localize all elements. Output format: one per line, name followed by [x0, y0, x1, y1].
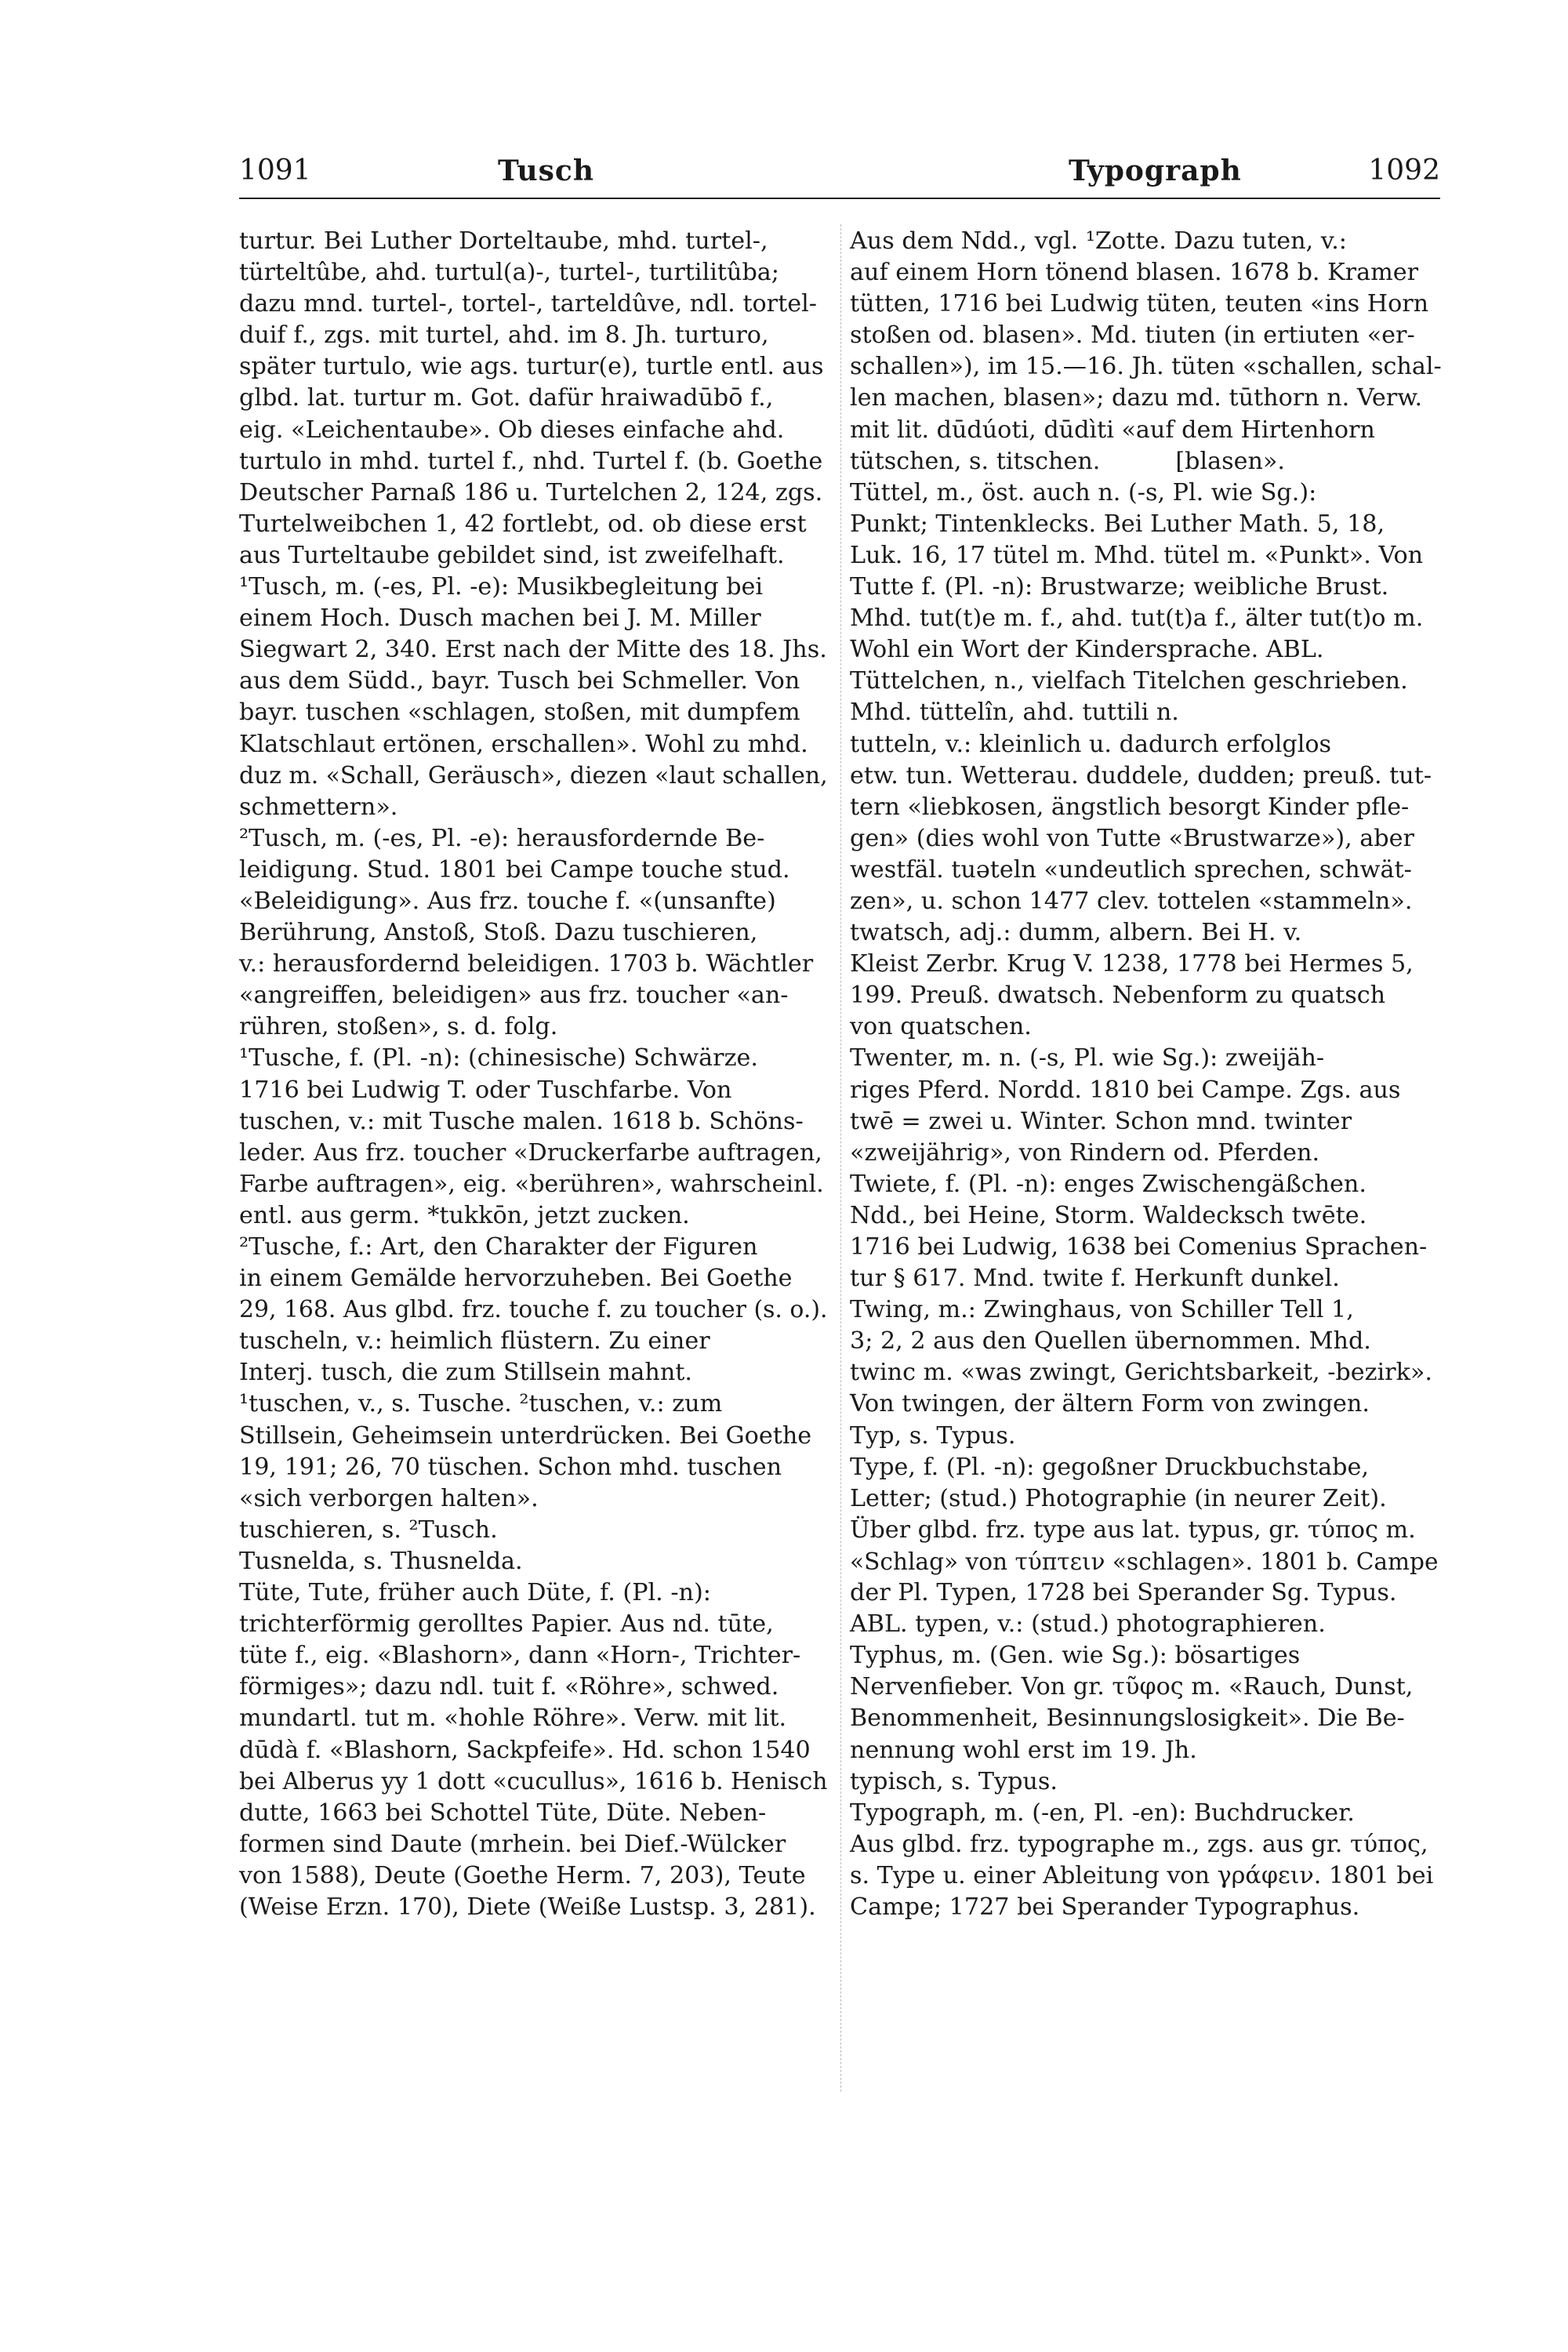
text-line: ¹Tusche, f. (Pl. -n): (chinesische) Schwärze.: [239, 1044, 758, 1073]
text-line: Benommenheit, Besinnungslosigkeit». Die Be-: [850, 1704, 1405, 1733]
text-line: mundartl. tut m. «hohle Röhre». Verw. mit lit.: [239, 1704, 787, 1733]
text-line: tur § 617. Mnd. twite f. Herkunft dunkel.: [850, 1265, 1340, 1293]
text-line: typisch, s. Typus.: [850, 1767, 1058, 1795]
text-line: Interj. tusch, die zum Stillsein mahnt.: [239, 1359, 693, 1387]
page-number-right: 1092: [1368, 154, 1440, 187]
text-line: später turtulo, wie ags. turtur(e), turtle entl. aus: [239, 353, 824, 381]
text-line: Stillsein, Geheimsein unterdrücken. Bei Goethe: [239, 1421, 812, 1450]
text-line: Typhus, m. (Gen. wie Sg.): bösartiges: [850, 1642, 1301, 1670]
text-line: bayr. tuschen «schlagen, stoßen, mit dumpfem: [239, 699, 800, 727]
running-header: [239, 154, 1440, 199]
text-line: duz m. «Schall, Geräusch», diezen «laut schallen,: [239, 761, 828, 789]
text-line: leidigung. Stud. 1801 bei Campe touche stud.: [239, 855, 790, 884]
text-line: dutte, 1663 bei Schottel Tüte, Düte. Neben-: [239, 1798, 767, 1827]
text-line: Aus glbd. frz. typographe m., zgs. aus gr. τύπος,: [850, 1830, 1428, 1858]
text-line: trichterförmig gerolltes Papier. Aus nd. tūte,: [239, 1610, 774, 1639]
text-line: «sich verborgen halten».: [239, 1484, 539, 1512]
text-line: einem Hoch. Dusch machen bei J. M. Miller: [239, 604, 761, 633]
text-line: ²Tusch, m. (-es, Pl. -e): herausfordernde Be-: [239, 824, 765, 852]
text-line: Nervenfieber. Von gr. τῦφος m. «Rauch, Dunst,: [850, 1673, 1414, 1701]
text-line: von quatschen.: [850, 1013, 1032, 1041]
text-line: ²Tusche, f.: Art, den Charakter der Figuren: [239, 1233, 758, 1261]
text-line: tütschen, s. titschen. [blasen».: [850, 447, 1285, 475]
text-line: rühren, stoßen», s. d. folg.: [239, 1013, 558, 1041]
text-line: dūdà f. «Blashorn, Sackpfeife». Hd. schon 1540: [239, 1736, 811, 1764]
text-line: Tüte, Tute, früher auch Düte, f. (Pl. -n):: [239, 1579, 711, 1607]
text-line: twatsch, adj.: dumm, albern. Bei H. v.: [850, 919, 1302, 947]
text-line: 29, 168. Aus glbd. frz. touche f. zu toucher (s. o.).: [239, 1296, 828, 1324]
text-line: Deutscher Parnaß 186 u. Turtelchen 2, 124, zgs.: [239, 478, 823, 506]
left-column: [239, 226, 833, 1923]
text-line: «Beleidigung». Aus frz. touche f. «(unsanfte): [239, 887, 776, 915]
text-line: aus dem Südd., bayr. Tusch bei Schmeller. Von: [239, 667, 800, 695]
guide-word-right: Typograph: [1069, 154, 1242, 187]
text-line: nennung wohl erst im 19. Jh.: [850, 1736, 1197, 1764]
text-line: entl. aus germ. *tukkōn, jetzt zucken.: [239, 1201, 690, 1229]
text-line: tuscheln, v.: heimlich flüstern. Zu einer: [239, 1327, 710, 1356]
text-line: Wohl ein Wort der Kindersprache. ABL.: [850, 636, 1324, 664]
text-line: tern «liebkosen, ängstlich besorgt Kinder pfle-: [850, 793, 1410, 821]
text-line: westfäl. tuəteln «undeutlich sprechen, schwät-: [850, 855, 1412, 884]
text-line: Mhd. tüttelîn, ahd. tuttili n.: [850, 699, 1179, 727]
text-line: Von twingen, der ältern Form von zwingen.: [850, 1390, 1370, 1418]
text-line: «zweijährig», von Rindern od. Pferden.: [850, 1138, 1320, 1167]
text-line: ¹tuschen, v., s. Tusche. ²tuschen, v.: zum: [239, 1390, 723, 1418]
text-line: in einem Gemälde hervorzuheben. Bei Goethe: [239, 1265, 793, 1293]
column-divider: [840, 224, 841, 2092]
text-line: s. Type u. einer Ableitung von γράφειν. 1801 bei: [850, 1861, 1434, 1889]
text-line: twinc m. «was zwingt, Gerichtsbarkeit, -bezirk».: [850, 1359, 1432, 1387]
text-line: 3; 2, 2 aus den Quellen übernommen. Mhd.: [850, 1327, 1371, 1356]
text-line: Mhd. tut(t)e m. f., ahd. tut(t)a f., älter tut(t)o m.: [850, 604, 1424, 633]
text-line: ABL. typen, v.: (stud.) photographieren.: [850, 1610, 1326, 1639]
text-line: auf einem Horn tönend blasen. 1678 b. Kramer: [850, 259, 1419, 287]
text-line: türteltûbe, ahd. turtul(a)-, turtel-, turtilitûba;: [239, 259, 779, 287]
text-line: Type, f. (Pl. -n): gegoßner Druckbuchstabe,: [850, 1453, 1369, 1481]
text-line: Turtelweibchen 1, 42 fortlebt, od. ob diese erst: [239, 510, 807, 538]
text-line: v.: herausfordernd beleidigen. 1703 b. Wächtler: [239, 950, 814, 978]
text-line: stoßen od. blasen». Md. tiuten (in ertiuten «er-: [850, 321, 1415, 350]
right-column: [850, 226, 1444, 1923]
text-line: leder. Aus frz. toucher «Druckerfarbe auftragen,: [239, 1138, 822, 1167]
text-line: Tüttel, m., öst. auch n. (-s, Pl. wie Sg.):: [850, 478, 1317, 506]
text-line: tütten, 1716 bei Ludwig tüten, teuten «ins Horn: [850, 290, 1429, 318]
text-line: 199. Preuß. dwatsch. Nebenform zu quatsch: [850, 982, 1386, 1010]
text-line: Campe; 1727 bei Sperander Typographus.: [850, 1893, 1360, 1921]
text-line: zen», u. schon 1477 clev. tottelen «stammeln».: [850, 887, 1413, 915]
text-line: formen sind Daute (mrhein. bei Dief.-Wülcker: [239, 1830, 786, 1858]
text-line: turtur. Bei Luther Dorteltaube, mhd. turtel-,: [239, 227, 768, 255]
guide-word-left: Tusch: [498, 154, 595, 187]
text-line: schallen»), im 15.—16. Jh. tüten «schallen, schal-: [850, 353, 1442, 381]
text-line: tuschen, v.: mit Tusche malen. 1618 b. Schöns-: [239, 1107, 804, 1135]
text-line: turtulo in mhd. turtel f., nhd. Turtel f. (b. Goethe: [239, 447, 823, 475]
text-line: ¹Tusch, m. (-es, Pl. -e): Musikbegleitung bei: [239, 573, 764, 601]
text-line: duif f., zgs. mit turtel, ahd. im 8. Jh. turturo,: [239, 321, 769, 350]
text-line: dazu mnd. turtel-, tortel-, tarteldûve, ndl. tortel-: [239, 290, 817, 318]
text-line: Letter; (stud.) Photographie (in neurer Zeit).: [850, 1484, 1387, 1512]
text-line: riges Pferd. Nordd. 1810 bei Campe. Zgs. aus: [850, 1076, 1401, 1104]
text-line: Aus dem Ndd., vgl. ¹Zotte. Dazu tuten, v.:: [850, 227, 1347, 255]
text-line: tutteln, v.: kleinlich u. dadurch erfolglos: [850, 730, 1332, 758]
text-line: Kleist Zerbr. Krug V. 1238, 1778 bei Hermes 5,: [850, 950, 1414, 978]
text-line: «angreiffen, beleidigen» aus frz. toucher «an-: [239, 982, 789, 1010]
text-line: Ndd., bei Heine, Storm. Waldecksch twēte.: [850, 1201, 1367, 1229]
text-line: Tüttelchen, n., vielfach Titelchen geschrieben.: [850, 667, 1408, 695]
text-line: Farbe auftragen», eig. «berühren», wahrscheinl.: [239, 1170, 824, 1198]
text-line: 1716 bei Ludwig, 1638 bei Comenius Sprachen-: [850, 1233, 1428, 1261]
text-line: Twenter, m. n. (-s, Pl. wie Sg.): zweijäh-: [850, 1044, 1325, 1073]
text-line: (Weise Erzn. 170), Diete (Weiße Lustsp. 3, 281).: [239, 1893, 816, 1921]
text-line: Berührung, Anstoß, Stoß. Dazu tuschieren,: [239, 919, 758, 947]
text-line: gen» (dies wohl von Tutte «Brustwarze»), aber: [850, 824, 1414, 852]
text-line: «Schlag» von τύπτειν «schlagen». 1801 b. Campe: [850, 1548, 1439, 1575]
text-line: mit lit. dūdúoti, dūdìti «auf dem Hirtenhorn: [850, 416, 1375, 444]
text-line: tüte f., eig. «Blashorn», dann «Horn-, Trichter-: [239, 1642, 801, 1670]
text-line: glbd. lat. turtur m. Got. dafür hraiwadūbō f.,: [239, 384, 774, 412]
text-line: etw. tun. Wetterau. duddele, dudden; preuß. tut-: [850, 761, 1432, 789]
text-line: Tusnelda, s. Thusnelda.: [239, 1547, 523, 1575]
text-line: Siegwart 2, 340. Erst nach der Mitte des 18. Jhs.: [239, 636, 827, 664]
text-line: Twiete, f. (Pl. -n): enges Zwischengäßchen.: [850, 1170, 1367, 1198]
text-line: Typograph, m. (-en, Pl. -en): Buchdrucker.: [850, 1798, 1355, 1827]
page-number-left: 1091: [239, 154, 311, 187]
text-line: aus Turteltaube gebildet sind, ist zweifelhaft.: [239, 541, 785, 569]
text-line: 1716 bei Ludwig T. oder Tuschfarbe. Von: [239, 1076, 732, 1104]
text-line: Punkt; Tintenklecks. Bei Luther Math. 5, 18,: [850, 510, 1385, 538]
text-line: twē = zwei u. Winter. Schon mnd. twinter: [850, 1107, 1352, 1135]
text-line: Über glbd. frz. type aus lat. typus, gr. τύπος m.: [850, 1515, 1416, 1544]
text-line: von 1588), Deute (Goethe Herm. 7, 203), Teute: [239, 1861, 806, 1889]
text-line: len machen, blasen»; dazu md. tūthorn n. Verw.: [850, 384, 1423, 412]
text-line: Tutte f. (Pl. -n): Brustwarze; weibliche Brust.: [850, 573, 1389, 601]
text-line: 19, 191; 26, 70 tüschen. Schon mhd. tuschen: [239, 1453, 782, 1481]
text-line: der Pl. Typen, 1728 bei Sperander Sg. Typus.: [850, 1579, 1397, 1607]
text-line: Klatschlaut ertönen, erschallen». Wohl zu mhd.: [239, 730, 808, 758]
text-line: Luk. 16, 17 tütel m. Mhd. tütel m. «Punkt». Von: [850, 541, 1424, 569]
text-line: förmiges»; dazu ndl. tuit f. «Röhre», schwed.: [239, 1673, 779, 1701]
text-line: eig. «Leichentaube». Ob dieses einfache ahd.: [239, 416, 785, 444]
text-line: schmettern».: [239, 793, 398, 821]
text-line: bei Alberus yy 1 dott «cucullus», 1616 b. Henisch: [239, 1767, 828, 1795]
text-line: tuschieren, s. ²Tusch.: [239, 1515, 498, 1544]
text-line: Typ, s. Typus.: [850, 1421, 1016, 1450]
text-line: Twing, m.: Zwinghaus, von Schiller Tell 1,: [850, 1296, 1354, 1324]
